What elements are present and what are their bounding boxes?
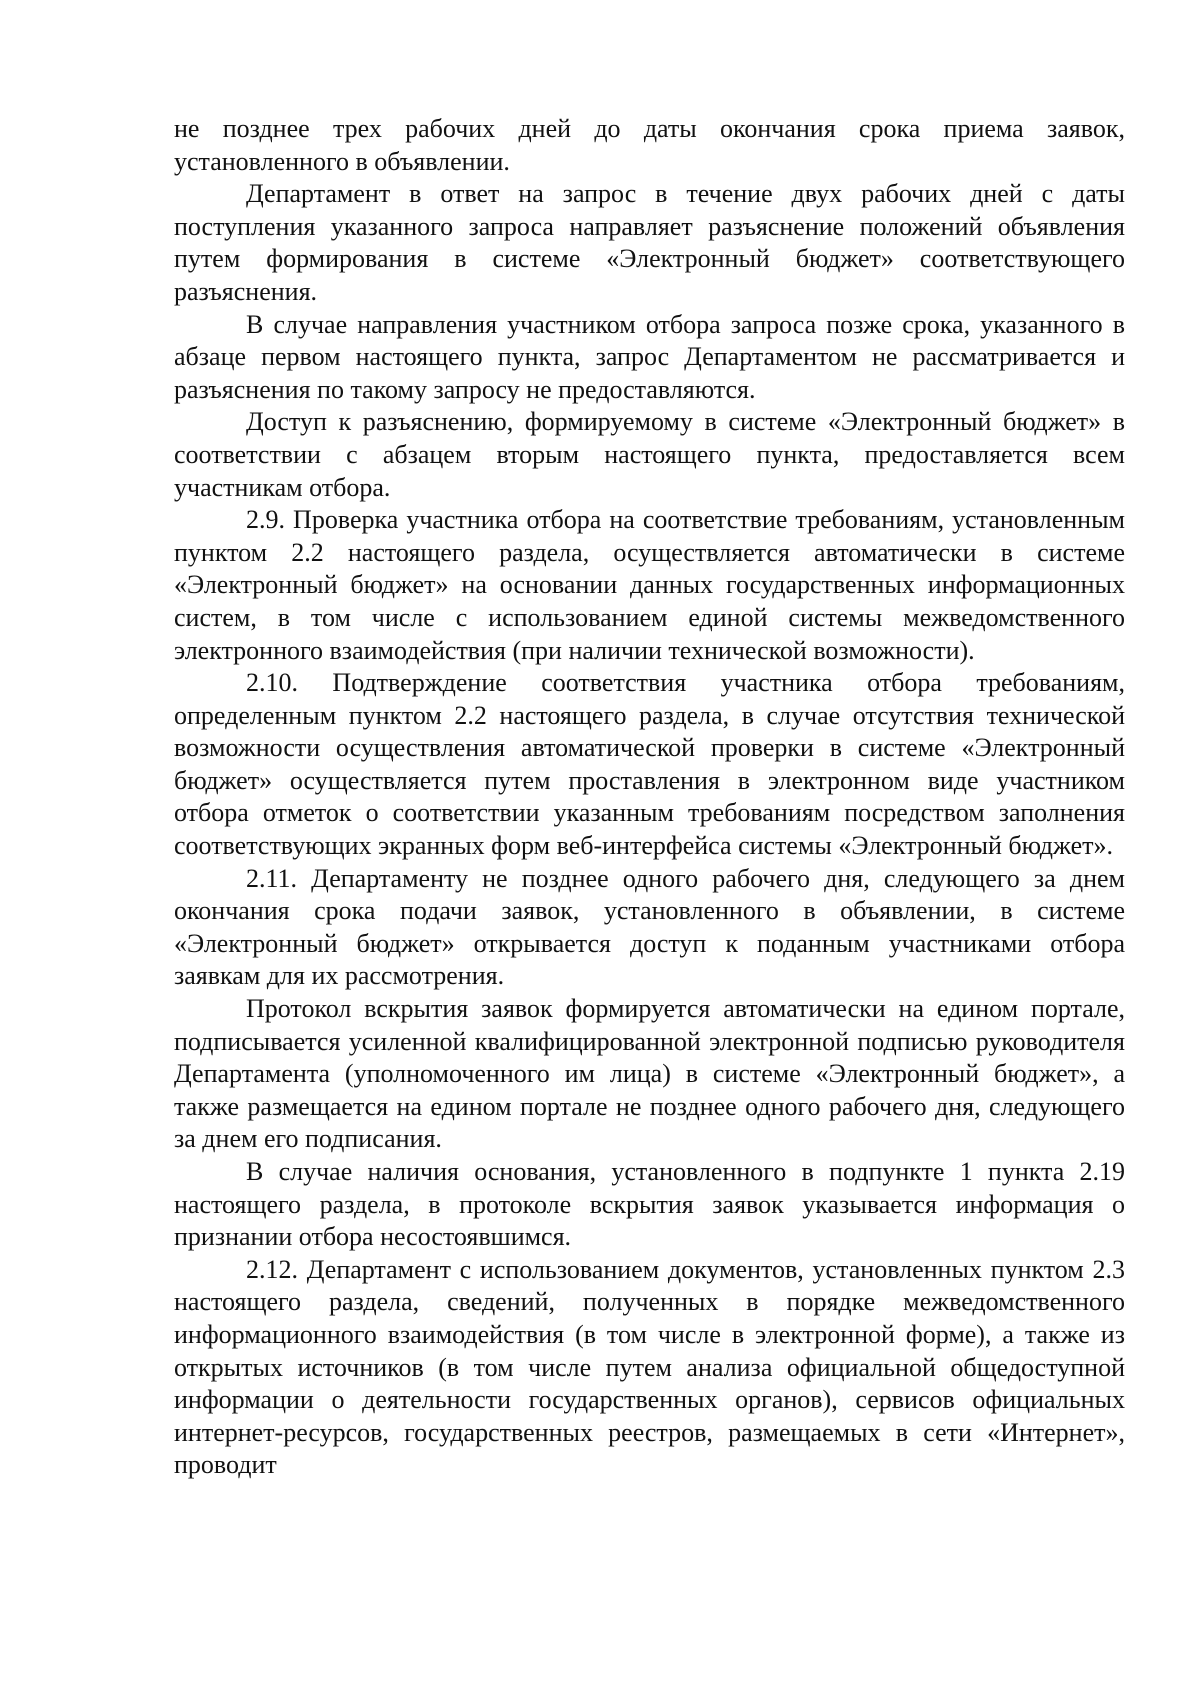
paragraph-failed-selection: В случае наличия основания, установленного в подпункте 1 пункта 2.19 настоящего раздела, в протоколе вскрытия заявок указывается информация о признании отбора несостоявшимся. bbox=[174, 1157, 1125, 1252]
paragraph-2-9: 2.9. Проверка участника отбора на соответствие требованиям, установленным пунктом 2.2 настоящего раздела, осуществляется автоматически в системе «Электронный бюджет» на основании данных государственных информационных систем, в том числе с использованием единой системы межведомственного электронного взаимодействия (при наличии технической возможности). bbox=[174, 505, 1125, 665]
document-body bbox=[174, 113, 1125, 1482]
paragraph-department-response: Департамент в ответ на запрос в течение двух рабочих дней с даты поступления указанного запроса направляет разъяснение положений объявления путем формирования в системе «Электронный бюджет» соответствующего разъяснения. bbox=[174, 179, 1125, 306]
paragraph-2-12: 2.12. Департамент с использованием документов, установленных пунктом 2.3 настоящего раздела, сведений, полученных в порядке межведомственного информационного взаимодействия (в том числе в электронной форме), а также из открытых источников (в том числе путем анализа официальной общедоступной информации о деятельности государственных органов), сервисов официальных интернет-ресурсов, государственных реестров, размещаемых в сети «Интернет», проводит bbox=[174, 1254, 1125, 1480]
paragraph-continuation: не позднее трех рабочих дней до даты окончания срока приема заявок, установленного в объявлении. bbox=[174, 114, 1125, 176]
paragraph-2-11: 2.11. Департаменту не позднее одного рабочего дня, следующего за днем окончания срока подачи заявок, установленного в объявлении, в системе «Электронный бюджет» открывается доступ к поданным участниками отбора заявкам для их рассмотрения. bbox=[174, 863, 1125, 991]
paragraph-opening-protocol: Протокол вскрытия заявок формируется автоматически на едином портале, подписывается усиленной квалифицированной электронной подписью руководителя Департамента (уполномоченного им лица) в системе «Электронный бюджет», а также размещается на едином портале не позднее одного рабочего дня, следующего за днем его подписания. bbox=[174, 994, 1125, 1154]
paragraph-2-10: 2.10. Подтверждение соответствия участника отбора требованиям, определенным пунктом 2.2 настоящего раздела, в случае отсутствия технической возможности осуществления автоматической проверки в системе «Электронный бюджет» осуществляется путем проставления в электронном виде участником отбора отметок о соответствии указанным требованиям посредством заполнения соответствующих экранных форм веб-интерфейса системы «Электронный бюджет». bbox=[174, 668, 1125, 861]
paragraph-late-request: В случае направления участником отбора запроса позже срока, указанного в абзаце первом настоящего пункта, запрос Департаментом не рассматривается и разъяснения по такому запросу не предоставляются. bbox=[174, 309, 1125, 404]
paragraph-access-clarification: Доступ к разъяснению, формируемому в системе «Электронный бюджет» в соответствии с абзацем вторым настоящего пункта, предоставляется всем участникам отбора. bbox=[174, 407, 1125, 502]
